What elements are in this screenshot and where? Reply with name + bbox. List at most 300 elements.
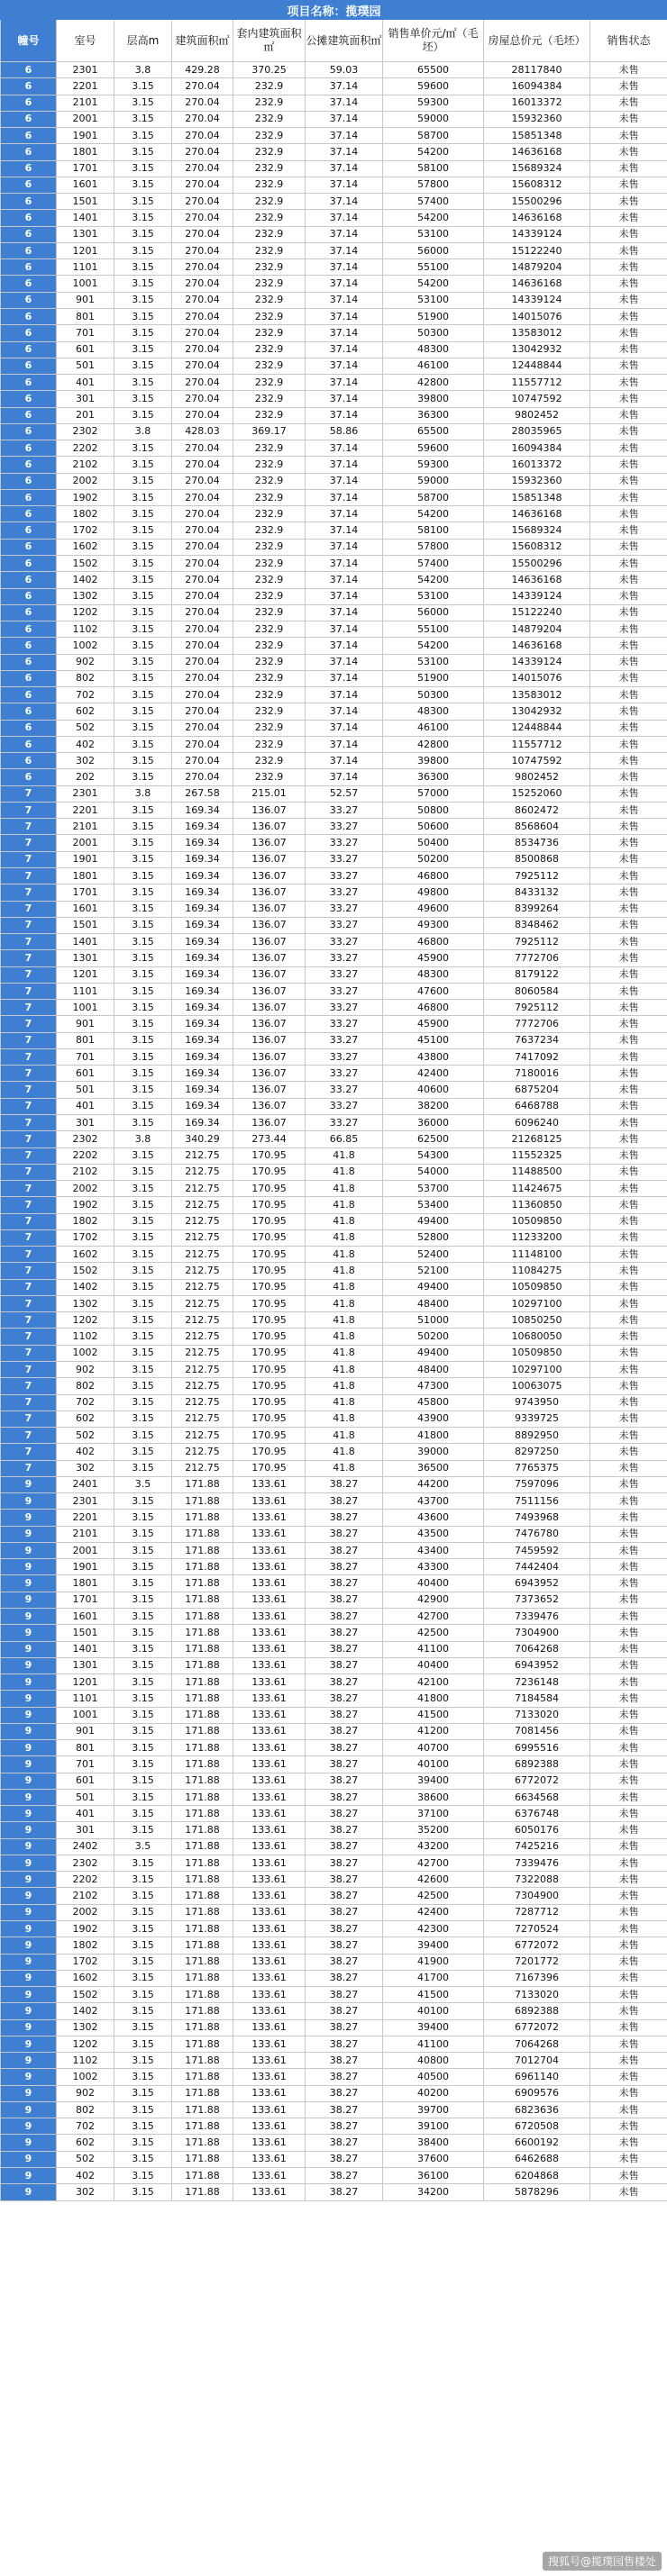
cell-shared-area: 37.14 bbox=[306, 391, 383, 407]
cell-building: 9 bbox=[1, 2036, 57, 2052]
cell-status: 未售 bbox=[590, 1181, 667, 1197]
cell-total-price: 7493968 bbox=[484, 1510, 590, 1526]
cell-net-area: 136.07 bbox=[233, 1032, 306, 1048]
cell-shared-area: 37.14 bbox=[306, 111, 383, 127]
cell-floor-height: 3.15 bbox=[114, 1740, 172, 1756]
cell-unit-price: 55100 bbox=[383, 259, 484, 276]
cell-total-price: 8534736 bbox=[484, 835, 590, 851]
cell-gross-area: 212.75 bbox=[172, 1410, 233, 1427]
cell-total-price: 7476780 bbox=[484, 1526, 590, 1542]
cell-total-price: 14636168 bbox=[484, 276, 590, 292]
cell-net-area: 136.07 bbox=[233, 934, 306, 950]
cell-gross-area: 270.04 bbox=[172, 242, 233, 259]
cell-total-price: 10747592 bbox=[484, 391, 590, 407]
cell-unit-price: 53400 bbox=[383, 1197, 484, 1213]
cell-net-area: 170.95 bbox=[233, 1147, 306, 1164]
table-row bbox=[1, 1608, 667, 1624]
cell-building: 9 bbox=[1, 1872, 57, 1888]
cell-status: 未售 bbox=[590, 242, 667, 259]
cell-room: 1802 bbox=[57, 1937, 114, 1954]
cell-net-area: 170.95 bbox=[233, 1229, 306, 1246]
cell-status: 未售 bbox=[590, 1493, 667, 1510]
cell-net-area: 133.61 bbox=[233, 1592, 306, 1608]
cell-unit-price: 42800 bbox=[383, 736, 484, 752]
cell-status: 未售 bbox=[590, 1575, 667, 1592]
cell-total-price: 7081456 bbox=[484, 1723, 590, 1739]
cell-total-price: 7201772 bbox=[484, 1954, 590, 1970]
table-row bbox=[1, 720, 667, 736]
table-row bbox=[1, 1016, 667, 1032]
cell-net-area: 232.9 bbox=[233, 242, 306, 259]
cell-status: 未售 bbox=[590, 901, 667, 917]
cell-gross-area: 169.34 bbox=[172, 835, 233, 851]
cell-shared-area: 38.27 bbox=[306, 2085, 383, 2101]
cell-status: 未售 bbox=[590, 1147, 667, 1164]
cell-building: 6 bbox=[1, 440, 57, 457]
cell-shared-area: 37.14 bbox=[306, 654, 383, 670]
cell-room: 2302 bbox=[57, 1855, 114, 1871]
cell-gross-area: 169.34 bbox=[172, 884, 233, 901]
cell-room: 1601 bbox=[57, 901, 114, 917]
cell-status: 未售 bbox=[590, 1098, 667, 1114]
cell-gross-area: 270.04 bbox=[172, 654, 233, 670]
cell-gross-area: 428.03 bbox=[172, 423, 233, 440]
cell-room: 1102 bbox=[57, 1329, 114, 1345]
cell-net-area: 133.61 bbox=[233, 1888, 306, 1904]
cell-building: 9 bbox=[1, 1674, 57, 1691]
cell-total-price: 7925112 bbox=[484, 868, 590, 884]
cell-room: 1501 bbox=[57, 917, 114, 933]
cell-building: 6 bbox=[1, 703, 57, 720]
cell-shared-area: 37.14 bbox=[306, 522, 383, 539]
cell-net-area: 136.07 bbox=[233, 1000, 306, 1016]
cell-room: 302 bbox=[57, 2184, 114, 2200]
cell-floor-height: 3.15 bbox=[114, 226, 172, 242]
table-row bbox=[1, 2019, 667, 2036]
cell-status: 未售 bbox=[590, 884, 667, 901]
cell-unit-price: 41100 bbox=[383, 1641, 484, 1657]
cell-total-price: 10509850 bbox=[484, 1213, 590, 1229]
cell-floor-height: 3.15 bbox=[114, 2101, 172, 2118]
cell-floor-height: 3.15 bbox=[114, 1707, 172, 1723]
cell-status: 未售 bbox=[590, 1723, 667, 1739]
table-row bbox=[1, 1806, 667, 1822]
cell-room: 1501 bbox=[57, 194, 114, 210]
cell-floor-height: 3.15 bbox=[114, 1592, 172, 1608]
cell-status: 未售 bbox=[590, 1838, 667, 1855]
cell-total-price: 6892388 bbox=[484, 2003, 590, 2019]
table-row bbox=[1, 292, 667, 308]
cell-net-area: 273.44 bbox=[233, 1131, 306, 1147]
cell-net-area: 232.9 bbox=[233, 226, 306, 242]
cell-floor-height: 3.15 bbox=[114, 966, 172, 983]
cell-gross-area: 171.88 bbox=[172, 1806, 233, 1822]
cell-shared-area: 38.27 bbox=[306, 1575, 383, 1592]
cell-status: 未售 bbox=[590, 2168, 667, 2184]
cell-net-area: 136.07 bbox=[233, 1115, 306, 1131]
table-row bbox=[1, 1345, 667, 1361]
cell-room: 902 bbox=[57, 1361, 114, 1377]
cell-building: 9 bbox=[1, 1937, 57, 1954]
cell-total-price: 7373652 bbox=[484, 1592, 590, 1608]
table-row bbox=[1, 1410, 667, 1427]
cell-floor-height: 3.15 bbox=[114, 604, 172, 621]
cell-status: 未售 bbox=[590, 802, 667, 818]
cell-unit-price: 38200 bbox=[383, 1098, 484, 1114]
cell-net-area: 136.07 bbox=[233, 819, 306, 835]
table-row bbox=[1, 621, 667, 638]
cell-unit-price: 40800 bbox=[383, 2053, 484, 2069]
cell-floor-height: 3.15 bbox=[114, 539, 172, 555]
table-row bbox=[1, 325, 667, 341]
project-title: 项目名称：揽璞园 bbox=[1, 1, 667, 20]
cell-unit-price: 59600 bbox=[383, 78, 484, 95]
cell-shared-area: 37.14 bbox=[306, 703, 383, 720]
cell-building: 6 bbox=[1, 769, 57, 785]
cell-shared-area: 52.57 bbox=[306, 785, 383, 802]
cell-shared-area: 38.27 bbox=[306, 2036, 383, 2052]
cell-net-area: 232.9 bbox=[233, 128, 306, 144]
cell-room: 1602 bbox=[57, 1970, 114, 1986]
cell-building: 9 bbox=[1, 1740, 57, 1756]
cell-status: 未售 bbox=[590, 522, 667, 539]
cell-floor-height: 3.15 bbox=[114, 1279, 172, 1295]
cell-floor-height: 3.15 bbox=[114, 210, 172, 226]
cell-total-price: 11557712 bbox=[484, 375, 590, 391]
cell-net-area: 232.9 bbox=[233, 144, 306, 160]
cell-gross-area: 171.88 bbox=[172, 2053, 233, 2069]
cell-floor-height: 3.15 bbox=[114, 1000, 172, 1016]
cell-room: 802 bbox=[57, 670, 114, 686]
cell-room: 301 bbox=[57, 1115, 114, 1131]
cell-shared-area: 33.27 bbox=[306, 1048, 383, 1065]
cell-net-area: 133.61 bbox=[233, 1838, 306, 1855]
cell-total-price: 7511156 bbox=[484, 1493, 590, 1510]
header-shared-area: 公摊建筑面积㎡ bbox=[306, 20, 383, 62]
cell-unit-price: 39400 bbox=[383, 1773, 484, 1789]
cell-status: 未售 bbox=[590, 1279, 667, 1295]
cell-unit-price: 65500 bbox=[383, 423, 484, 440]
cell-total-price: 12448844 bbox=[484, 358, 590, 374]
cell-status: 未售 bbox=[590, 934, 667, 950]
table-row bbox=[1, 769, 667, 785]
cell-net-area: 232.9 bbox=[233, 111, 306, 127]
cell-unit-price: 42400 bbox=[383, 1904, 484, 1920]
cell-room: 2001 bbox=[57, 835, 114, 851]
cell-room: 1002 bbox=[57, 1345, 114, 1361]
cell-status: 未售 bbox=[590, 1657, 667, 1673]
cell-gross-area: 171.88 bbox=[172, 1773, 233, 1789]
cell-room: 602 bbox=[57, 1410, 114, 1427]
cell-gross-area: 171.88 bbox=[172, 1691, 233, 1707]
table-row bbox=[1, 177, 667, 193]
table-row bbox=[1, 670, 667, 686]
cell-shared-area: 38.27 bbox=[306, 2184, 383, 2200]
cell-unit-price: 41700 bbox=[383, 1970, 484, 1986]
cell-status: 未售 bbox=[590, 1937, 667, 1954]
cell-floor-height: 3.15 bbox=[114, 802, 172, 818]
cell-shared-area: 38.27 bbox=[306, 1921, 383, 1937]
cell-floor-height: 3.15 bbox=[114, 1575, 172, 1592]
table-row bbox=[1, 1625, 667, 1641]
cell-status: 未售 bbox=[590, 950, 667, 966]
cell-building: 6 bbox=[1, 489, 57, 505]
cell-building: 7 bbox=[1, 1312, 57, 1329]
cell-unit-price: 54200 bbox=[383, 506, 484, 522]
cell-gross-area: 212.75 bbox=[172, 1378, 233, 1394]
cell-building: 7 bbox=[1, 1329, 57, 1345]
table-row bbox=[1, 1789, 667, 1805]
cell-floor-height: 3.15 bbox=[114, 1608, 172, 1624]
cell-total-price: 12448844 bbox=[484, 720, 590, 736]
cell-room: 2001 bbox=[57, 1542, 114, 1558]
cell-room: 2402 bbox=[57, 1838, 114, 1855]
cell-building: 7 bbox=[1, 1000, 57, 1016]
cell-unit-price: 47300 bbox=[383, 1378, 484, 1394]
cell-building: 9 bbox=[1, 1970, 57, 1986]
cell-shared-area: 37.14 bbox=[306, 604, 383, 621]
cell-floor-height: 3.15 bbox=[114, 2069, 172, 2085]
cell-gross-area: 270.04 bbox=[172, 210, 233, 226]
table-row bbox=[1, 753, 667, 769]
cell-shared-area: 33.27 bbox=[306, 1000, 383, 1016]
table-row bbox=[1, 983, 667, 999]
cell-building: 6 bbox=[1, 341, 57, 358]
cell-room: 602 bbox=[57, 703, 114, 720]
cell-building: 7 bbox=[1, 1147, 57, 1164]
cell-net-area: 136.07 bbox=[233, 901, 306, 917]
cell-building: 6 bbox=[1, 177, 57, 193]
cell-shared-area: 38.27 bbox=[306, 1872, 383, 1888]
cell-total-price: 14339124 bbox=[484, 292, 590, 308]
cell-floor-height: 3.15 bbox=[114, 621, 172, 638]
cell-gross-area: 270.04 bbox=[172, 489, 233, 505]
table-row bbox=[1, 2085, 667, 2101]
cell-building: 9 bbox=[1, 2184, 57, 2200]
cell-floor-height: 3.15 bbox=[114, 851, 172, 867]
cell-unit-price: 45800 bbox=[383, 1394, 484, 1410]
cell-gross-area: 270.04 bbox=[172, 128, 233, 144]
cell-building: 9 bbox=[1, 2168, 57, 2184]
table-row bbox=[1, 1641, 667, 1657]
cell-shared-area: 33.27 bbox=[306, 983, 383, 999]
cell-status: 未售 bbox=[590, 1247, 667, 1263]
cell-floor-height: 3.15 bbox=[114, 2184, 172, 2200]
table-row bbox=[1, 95, 667, 111]
cell-total-price: 6823636 bbox=[484, 2101, 590, 2118]
cell-floor-height: 3.15 bbox=[114, 2135, 172, 2151]
cell-total-price: 6462688 bbox=[484, 2151, 590, 2167]
cell-status: 未售 bbox=[590, 1872, 667, 1888]
cell-unit-price: 57400 bbox=[383, 194, 484, 210]
cell-gross-area: 429.28 bbox=[172, 62, 233, 78]
cell-shared-area: 33.27 bbox=[306, 1098, 383, 1114]
cell-gross-area: 270.04 bbox=[172, 391, 233, 407]
cell-total-price: 5878296 bbox=[484, 2184, 590, 2200]
cell-room: 1302 bbox=[57, 588, 114, 604]
table-row bbox=[1, 736, 667, 752]
cell-room: 1601 bbox=[57, 1608, 114, 1624]
cell-building: 9 bbox=[1, 2003, 57, 2019]
table-row bbox=[1, 1542, 667, 1558]
table-row bbox=[1, 1082, 667, 1098]
cell-shared-area: 33.27 bbox=[306, 901, 383, 917]
cell-gross-area: 171.88 bbox=[172, 2135, 233, 2151]
cell-net-area: 232.9 bbox=[233, 638, 306, 654]
cell-building: 9 bbox=[1, 1888, 57, 1904]
cell-unit-price: 45900 bbox=[383, 950, 484, 966]
table-row bbox=[1, 1098, 667, 1114]
cell-unit-price: 40400 bbox=[383, 1575, 484, 1592]
table-row bbox=[1, 835, 667, 851]
cell-net-area: 170.95 bbox=[233, 1345, 306, 1361]
cell-total-price: 7287712 bbox=[484, 1904, 590, 1920]
cell-unit-price: 40100 bbox=[383, 1756, 484, 1773]
cell-shared-area: 38.27 bbox=[306, 1510, 383, 1526]
cell-unit-price: 41200 bbox=[383, 1723, 484, 1739]
cell-net-area: 232.9 bbox=[233, 539, 306, 555]
cell-unit-price: 40100 bbox=[383, 2003, 484, 2019]
cell-unit-price: 47600 bbox=[383, 983, 484, 999]
cell-net-area: 170.95 bbox=[233, 1428, 306, 1444]
table-row bbox=[1, 539, 667, 555]
cell-gross-area: 171.88 bbox=[172, 1855, 233, 1871]
cell-unit-price: 53100 bbox=[383, 226, 484, 242]
cell-unit-price: 43800 bbox=[383, 1048, 484, 1065]
cell-building: 9 bbox=[1, 1855, 57, 1871]
cell-total-price: 11557712 bbox=[484, 736, 590, 752]
cell-room: 501 bbox=[57, 1082, 114, 1098]
cell-net-area: 215.01 bbox=[233, 785, 306, 802]
cell-unit-price: 41100 bbox=[383, 2036, 484, 2052]
cell-gross-area: 212.75 bbox=[172, 1460, 233, 1476]
cell-floor-height: 3.15 bbox=[114, 1559, 172, 1575]
cell-floor-height: 3.15 bbox=[114, 1970, 172, 1986]
cell-unit-price: 58700 bbox=[383, 128, 484, 144]
cell-total-price: 7012704 bbox=[484, 2053, 590, 2069]
cell-room: 1401 bbox=[57, 934, 114, 950]
cell-unit-price: 48400 bbox=[383, 1361, 484, 1377]
cell-unit-price: 40400 bbox=[383, 1657, 484, 1673]
cell-gross-area: 212.75 bbox=[172, 1213, 233, 1229]
cell-room: 1802 bbox=[57, 506, 114, 522]
cell-shared-area: 41.8 bbox=[306, 1197, 383, 1213]
cell-building: 7 bbox=[1, 934, 57, 950]
cell-gross-area: 171.88 bbox=[172, 2019, 233, 2036]
cell-gross-area: 171.88 bbox=[172, 1592, 233, 1608]
cell-floor-height: 3.15 bbox=[114, 440, 172, 457]
cell-shared-area: 41.8 bbox=[306, 1361, 383, 1377]
cell-total-price: 7442404 bbox=[484, 1559, 590, 1575]
cell-shared-area: 38.27 bbox=[306, 1723, 383, 1739]
cell-floor-height: 3.15 bbox=[114, 1460, 172, 1476]
cell-gross-area: 171.88 bbox=[172, 1740, 233, 1756]
cell-shared-area: 38.27 bbox=[306, 1526, 383, 1542]
cell-total-price: 6634568 bbox=[484, 1789, 590, 1805]
cell-shared-area: 38.27 bbox=[306, 1740, 383, 1756]
cell-gross-area: 171.88 bbox=[172, 1674, 233, 1691]
cell-unit-price: 50300 bbox=[383, 687, 484, 703]
cell-building: 6 bbox=[1, 604, 57, 621]
cell-unit-price: 51000 bbox=[383, 1312, 484, 1329]
cell-status: 未售 bbox=[590, 1444, 667, 1460]
cell-total-price: 15689324 bbox=[484, 522, 590, 539]
cell-gross-area: 171.88 bbox=[172, 1888, 233, 1904]
cell-gross-area: 270.04 bbox=[172, 194, 233, 210]
table-body bbox=[1, 62, 667, 2201]
table-row bbox=[1, 588, 667, 604]
cell-floor-height: 3.15 bbox=[114, 1542, 172, 1558]
cell-net-area: 133.61 bbox=[233, 1872, 306, 1888]
cell-unit-price: 51900 bbox=[383, 308, 484, 324]
cell-building: 7 bbox=[1, 950, 57, 966]
cell-total-price: 14339124 bbox=[484, 654, 590, 670]
cell-net-area: 133.61 bbox=[233, 1970, 306, 1986]
cell-net-area: 232.9 bbox=[233, 473, 306, 489]
cell-shared-area: 66.85 bbox=[306, 1131, 383, 1147]
cell-net-area: 232.9 bbox=[233, 687, 306, 703]
cell-unit-price: 39400 bbox=[383, 1937, 484, 1954]
cell-status: 未售 bbox=[590, 1066, 667, 1082]
cell-shared-area: 37.14 bbox=[306, 457, 383, 473]
cell-shared-area: 37.14 bbox=[306, 670, 383, 686]
cell-shared-area: 41.8 bbox=[306, 1460, 383, 1476]
cell-status: 未售 bbox=[590, 1559, 667, 1575]
cell-shared-area: 33.27 bbox=[306, 950, 383, 966]
cell-room: 1202 bbox=[57, 1312, 114, 1329]
cell-building: 7 bbox=[1, 1444, 57, 1460]
table-row bbox=[1, 1740, 667, 1756]
cell-net-area: 136.07 bbox=[233, 1048, 306, 1065]
cell-gross-area: 171.88 bbox=[172, 1707, 233, 1723]
cell-status: 未售 bbox=[590, 555, 667, 571]
cell-shared-area: 38.27 bbox=[306, 1707, 383, 1723]
cell-total-price: 15252060 bbox=[484, 785, 590, 802]
cell-floor-height: 3.15 bbox=[114, 1789, 172, 1805]
cell-status: 未售 bbox=[590, 769, 667, 785]
cell-total-price: 6943952 bbox=[484, 1657, 590, 1673]
cell-gross-area: 171.88 bbox=[172, 1872, 233, 1888]
cell-floor-height: 3.15 bbox=[114, 950, 172, 966]
cell-total-price: 7925112 bbox=[484, 934, 590, 950]
cell-net-area: 133.61 bbox=[233, 2101, 306, 2118]
table-row bbox=[1, 1394, 667, 1410]
cell-total-price: 6909576 bbox=[484, 2085, 590, 2101]
cell-gross-area: 169.34 bbox=[172, 1098, 233, 1114]
cell-unit-price: 54200 bbox=[383, 572, 484, 588]
cell-building: 7 bbox=[1, 1032, 57, 1048]
cell-total-price: 8568604 bbox=[484, 819, 590, 835]
cell-status: 未售 bbox=[590, 917, 667, 933]
cell-room: 1202 bbox=[57, 604, 114, 621]
cell-gross-area: 270.04 bbox=[172, 588, 233, 604]
cell-total-price: 9339725 bbox=[484, 1410, 590, 1427]
cell-gross-area: 171.88 bbox=[172, 1921, 233, 1937]
cell-unit-price: 43200 bbox=[383, 1838, 484, 1855]
cell-shared-area: 38.27 bbox=[306, 2069, 383, 2085]
cell-room: 2201 bbox=[57, 1510, 114, 1526]
cell-unit-price: 41800 bbox=[383, 1428, 484, 1444]
cell-room: 1301 bbox=[57, 1657, 114, 1673]
cell-net-area: 133.61 bbox=[233, 2118, 306, 2135]
table-row bbox=[1, 1822, 667, 1838]
table-row bbox=[1, 1691, 667, 1707]
cell-status: 未售 bbox=[590, 1131, 667, 1147]
cell-shared-area: 41.8 bbox=[306, 1329, 383, 1345]
header-room: 室号 bbox=[57, 20, 114, 62]
cell-shared-area: 37.14 bbox=[306, 572, 383, 588]
cell-room: 202 bbox=[57, 769, 114, 785]
